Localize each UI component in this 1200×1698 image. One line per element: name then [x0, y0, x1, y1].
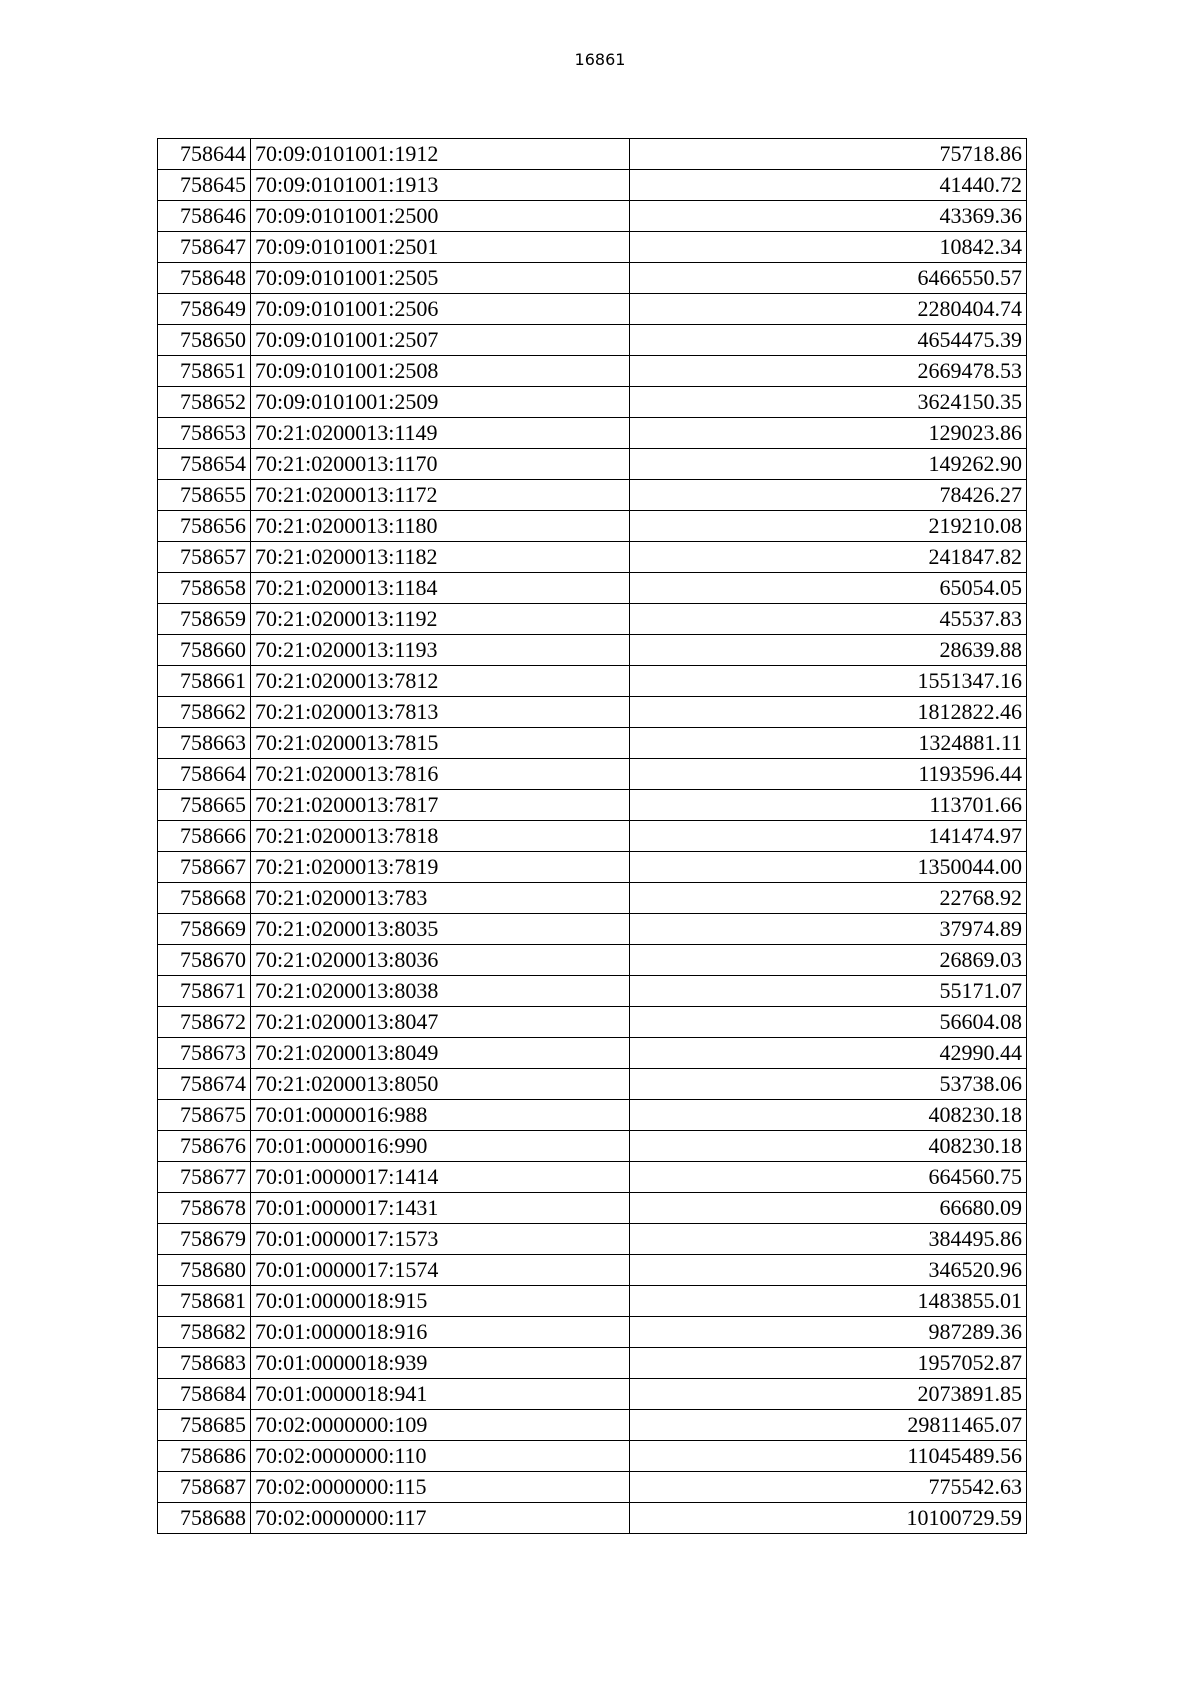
cadastral-number-cell: 70:21:0200013:1172	[251, 480, 630, 511]
cadastral-number-cell: 70:01:0000016:988	[251, 1100, 630, 1131]
cadastral-number-cell: 70:21:0200013:7819	[251, 852, 630, 883]
cadastral-number-cell: 70:01:0000017:1574	[251, 1255, 630, 1286]
row-id-cell: 758668	[158, 883, 251, 914]
value-cell: 11045489.56	[630, 1441, 1027, 1472]
row-id-cell: 758665	[158, 790, 251, 821]
row-id-cell: 758654	[158, 449, 251, 480]
value-cell: 775542.63	[630, 1472, 1027, 1503]
table-row	[158, 325, 1027, 356]
table-row	[158, 821, 1027, 852]
value-cell: 141474.97	[630, 821, 1027, 852]
row-id-cell: 758680	[158, 1255, 251, 1286]
table-row	[158, 1379, 1027, 1410]
value-cell: 6466550.57	[630, 263, 1027, 294]
cadastral-number-cell: 70:21:0200013:8050	[251, 1069, 630, 1100]
cadastral-number-cell: 70:01:0000016:990	[251, 1131, 630, 1162]
cadastral-number-cell: 70:21:0200013:1149	[251, 418, 630, 449]
value-cell: 1957052.87	[630, 1348, 1027, 1379]
table-row	[158, 759, 1027, 790]
row-id-cell: 758681	[158, 1286, 251, 1317]
row-id-cell: 758656	[158, 511, 251, 542]
table-row	[158, 852, 1027, 883]
cadastral-number-cell: 70:09:0101001:2509	[251, 387, 630, 418]
row-id-cell: 758662	[158, 697, 251, 728]
cadastral-value-table	[157, 138, 1027, 1534]
cadastral-number-cell: 70:21:0200013:1192	[251, 604, 630, 635]
cadastral-number-cell: 70:09:0101001:2507	[251, 325, 630, 356]
value-cell: 1193596.44	[630, 759, 1027, 790]
cadastral-number-cell: 70:21:0200013:1184	[251, 573, 630, 604]
row-id-cell: 758676	[158, 1131, 251, 1162]
value-cell: 3624150.35	[630, 387, 1027, 418]
row-id-cell: 758687	[158, 1472, 251, 1503]
row-id-cell: 758686	[158, 1441, 251, 1472]
row-id-cell: 758688	[158, 1503, 251, 1534]
value-cell: 10100729.59	[630, 1503, 1027, 1534]
value-cell: 26869.03	[630, 945, 1027, 976]
row-id-cell: 758655	[158, 480, 251, 511]
cadastral-number-cell: 70:21:0200013:8038	[251, 976, 630, 1007]
table-row	[158, 976, 1027, 1007]
cadastral-number-cell: 70:09:0101001:1913	[251, 170, 630, 201]
table-row	[158, 790, 1027, 821]
value-cell: 66680.09	[630, 1193, 1027, 1224]
table-row	[158, 697, 1027, 728]
value-cell: 2073891.85	[630, 1379, 1027, 1410]
table-row	[158, 387, 1027, 418]
cadastral-number-cell: 70:02:0000000:109	[251, 1410, 630, 1441]
table-row	[158, 511, 1027, 542]
cadastral-number-cell: 70:01:0000018:941	[251, 1379, 630, 1410]
row-id-cell: 758684	[158, 1379, 251, 1410]
cadastral-number-cell: 70:02:0000000:117	[251, 1503, 630, 1534]
row-id-cell: 758652	[158, 387, 251, 418]
cadastral-number-cell: 70:21:0200013:1193	[251, 635, 630, 666]
value-cell: 43369.36	[630, 201, 1027, 232]
cadastral-number-cell: 70:21:0200013:7817	[251, 790, 630, 821]
table-row	[158, 604, 1027, 635]
row-id-cell: 758678	[158, 1193, 251, 1224]
table-row	[158, 573, 1027, 604]
row-id-cell: 758674	[158, 1069, 251, 1100]
row-id-cell: 758669	[158, 914, 251, 945]
cadastral-number-cell: 70:21:0200013:783	[251, 883, 630, 914]
row-id-cell: 758644	[158, 139, 251, 170]
value-cell: 37974.89	[630, 914, 1027, 945]
value-cell: 241847.82	[630, 542, 1027, 573]
value-cell: 408230.18	[630, 1100, 1027, 1131]
cadastral-number-cell: 70:09:0101001:1912	[251, 139, 630, 170]
cadastral-number-cell: 70:09:0101001:2500	[251, 201, 630, 232]
value-cell: 408230.18	[630, 1131, 1027, 1162]
row-id-cell: 758661	[158, 666, 251, 697]
table-row	[158, 1472, 1027, 1503]
row-id-cell: 758650	[158, 325, 251, 356]
table-row	[158, 1255, 1027, 1286]
table-row	[158, 542, 1027, 573]
row-id-cell: 758683	[158, 1348, 251, 1379]
table-row	[158, 1410, 1027, 1441]
cadastral-number-cell: 70:21:0200013:7816	[251, 759, 630, 790]
table-row	[158, 1100, 1027, 1131]
row-id-cell: 758658	[158, 573, 251, 604]
row-id-cell: 758666	[158, 821, 251, 852]
value-cell: 384495.86	[630, 1224, 1027, 1255]
cadastral-number-cell: 70:21:0200013:8049	[251, 1038, 630, 1069]
value-cell: 664560.75	[630, 1162, 1027, 1193]
table-row	[158, 449, 1027, 480]
value-cell: 78426.27	[630, 480, 1027, 511]
table-row	[158, 883, 1027, 914]
table-row	[158, 201, 1027, 232]
value-cell: 56604.08	[630, 1007, 1027, 1038]
table-row	[158, 1286, 1027, 1317]
table-row	[158, 170, 1027, 201]
value-cell: 42990.44	[630, 1038, 1027, 1069]
table-row	[158, 1069, 1027, 1100]
value-cell: 129023.86	[630, 418, 1027, 449]
table-row	[158, 263, 1027, 294]
value-cell: 2280404.74	[630, 294, 1027, 325]
value-cell: 1551347.16	[630, 666, 1027, 697]
row-id-cell: 758651	[158, 356, 251, 387]
table-row	[158, 232, 1027, 263]
cadastral-number-cell: 70:01:0000017:1414	[251, 1162, 630, 1193]
table-row	[158, 1162, 1027, 1193]
cadastral-number-cell: 70:09:0101001:2505	[251, 263, 630, 294]
value-cell: 4654475.39	[630, 325, 1027, 356]
value-cell: 65054.05	[630, 573, 1027, 604]
table-row	[158, 666, 1027, 697]
table-row	[158, 139, 1027, 170]
row-id-cell: 758677	[158, 1162, 251, 1193]
row-id-cell: 758657	[158, 542, 251, 573]
cadastral-number-cell: 70:21:0200013:8047	[251, 1007, 630, 1038]
cadastral-number-cell: 70:09:0101001:2508	[251, 356, 630, 387]
row-id-cell: 758645	[158, 170, 251, 201]
row-id-cell: 758649	[158, 294, 251, 325]
cadastral-number-cell: 70:09:0101001:2506	[251, 294, 630, 325]
table-row	[158, 356, 1027, 387]
value-cell: 1324881.11	[630, 728, 1027, 759]
cadastral-number-cell: 70:01:0000017:1573	[251, 1224, 630, 1255]
cadastral-number-cell: 70:21:0200013:1170	[251, 449, 630, 480]
cadastral-number-cell: 70:21:0200013:7818	[251, 821, 630, 852]
row-id-cell: 758667	[158, 852, 251, 883]
cadastral-number-cell: 70:01:0000017:1431	[251, 1193, 630, 1224]
row-id-cell: 758663	[158, 728, 251, 759]
cadastral-number-cell: 70:21:0200013:7812	[251, 666, 630, 697]
value-cell: 10842.34	[630, 232, 1027, 263]
cadastral-number-cell: 70:21:0200013:8035	[251, 914, 630, 945]
row-id-cell: 758682	[158, 1317, 251, 1348]
value-cell: 45537.83	[630, 604, 1027, 635]
cadastral-number-cell: 70:21:0200013:8036	[251, 945, 630, 976]
cadastral-number-cell: 70:21:0200013:7813	[251, 697, 630, 728]
row-id-cell: 758672	[158, 1007, 251, 1038]
table-row	[158, 1131, 1027, 1162]
cadastral-number-cell: 70:01:0000018:915	[251, 1286, 630, 1317]
value-cell: 1483855.01	[630, 1286, 1027, 1317]
row-id-cell: 758647	[158, 232, 251, 263]
table-row	[158, 418, 1027, 449]
value-cell: 22768.92	[630, 883, 1027, 914]
row-id-cell: 758646	[158, 201, 251, 232]
cadastral-number-cell: 70:01:0000018:939	[251, 1348, 630, 1379]
value-cell: 1350044.00	[630, 852, 1027, 883]
value-cell: 219210.08	[630, 511, 1027, 542]
value-cell: 1812822.46	[630, 697, 1027, 728]
table-row	[158, 945, 1027, 976]
value-cell: 987289.36	[630, 1317, 1027, 1348]
table-row	[158, 635, 1027, 666]
row-id-cell: 758685	[158, 1410, 251, 1441]
cadastral-number-cell: 70:09:0101001:2501	[251, 232, 630, 263]
table-body	[158, 139, 1027, 1534]
page-number: 16861	[574, 50, 626, 69]
table-row	[158, 1348, 1027, 1379]
row-id-cell: 758673	[158, 1038, 251, 1069]
table-row	[158, 1224, 1027, 1255]
value-cell: 53738.06	[630, 1069, 1027, 1100]
table-row	[158, 728, 1027, 759]
row-id-cell: 758648	[158, 263, 251, 294]
table-row	[158, 294, 1027, 325]
value-cell: 149262.90	[630, 449, 1027, 480]
value-cell: 55171.07	[630, 976, 1027, 1007]
value-cell: 75718.86	[630, 139, 1027, 170]
row-id-cell: 758653	[158, 418, 251, 449]
table-row	[158, 1038, 1027, 1069]
table-row	[158, 1007, 1027, 1038]
value-cell: 113701.66	[630, 790, 1027, 821]
row-id-cell: 758659	[158, 604, 251, 635]
row-id-cell: 758671	[158, 976, 251, 1007]
value-cell: 41440.72	[630, 170, 1027, 201]
table-row	[158, 480, 1027, 511]
cadastral-number-cell: 70:02:0000000:110	[251, 1441, 630, 1472]
table-row	[158, 1503, 1027, 1534]
cadastral-number-cell: 70:21:0200013:1182	[251, 542, 630, 573]
row-id-cell: 758675	[158, 1100, 251, 1131]
row-id-cell: 758664	[158, 759, 251, 790]
table-row	[158, 914, 1027, 945]
value-cell: 28639.88	[630, 635, 1027, 666]
table-row	[158, 1441, 1027, 1472]
cadastral-number-cell: 70:21:0200013:1180	[251, 511, 630, 542]
cadastral-number-cell: 70:02:0000000:115	[251, 1472, 630, 1503]
table-row	[158, 1317, 1027, 1348]
row-id-cell: 758679	[158, 1224, 251, 1255]
value-cell: 2669478.53	[630, 356, 1027, 387]
table-row	[158, 1193, 1027, 1224]
value-cell: 29811465.07	[630, 1410, 1027, 1441]
row-id-cell: 758670	[158, 945, 251, 976]
row-id-cell: 758660	[158, 635, 251, 666]
value-cell: 346520.96	[630, 1255, 1027, 1286]
cadastral-number-cell: 70:01:0000018:916	[251, 1317, 630, 1348]
cadastral-number-cell: 70:21:0200013:7815	[251, 728, 630, 759]
